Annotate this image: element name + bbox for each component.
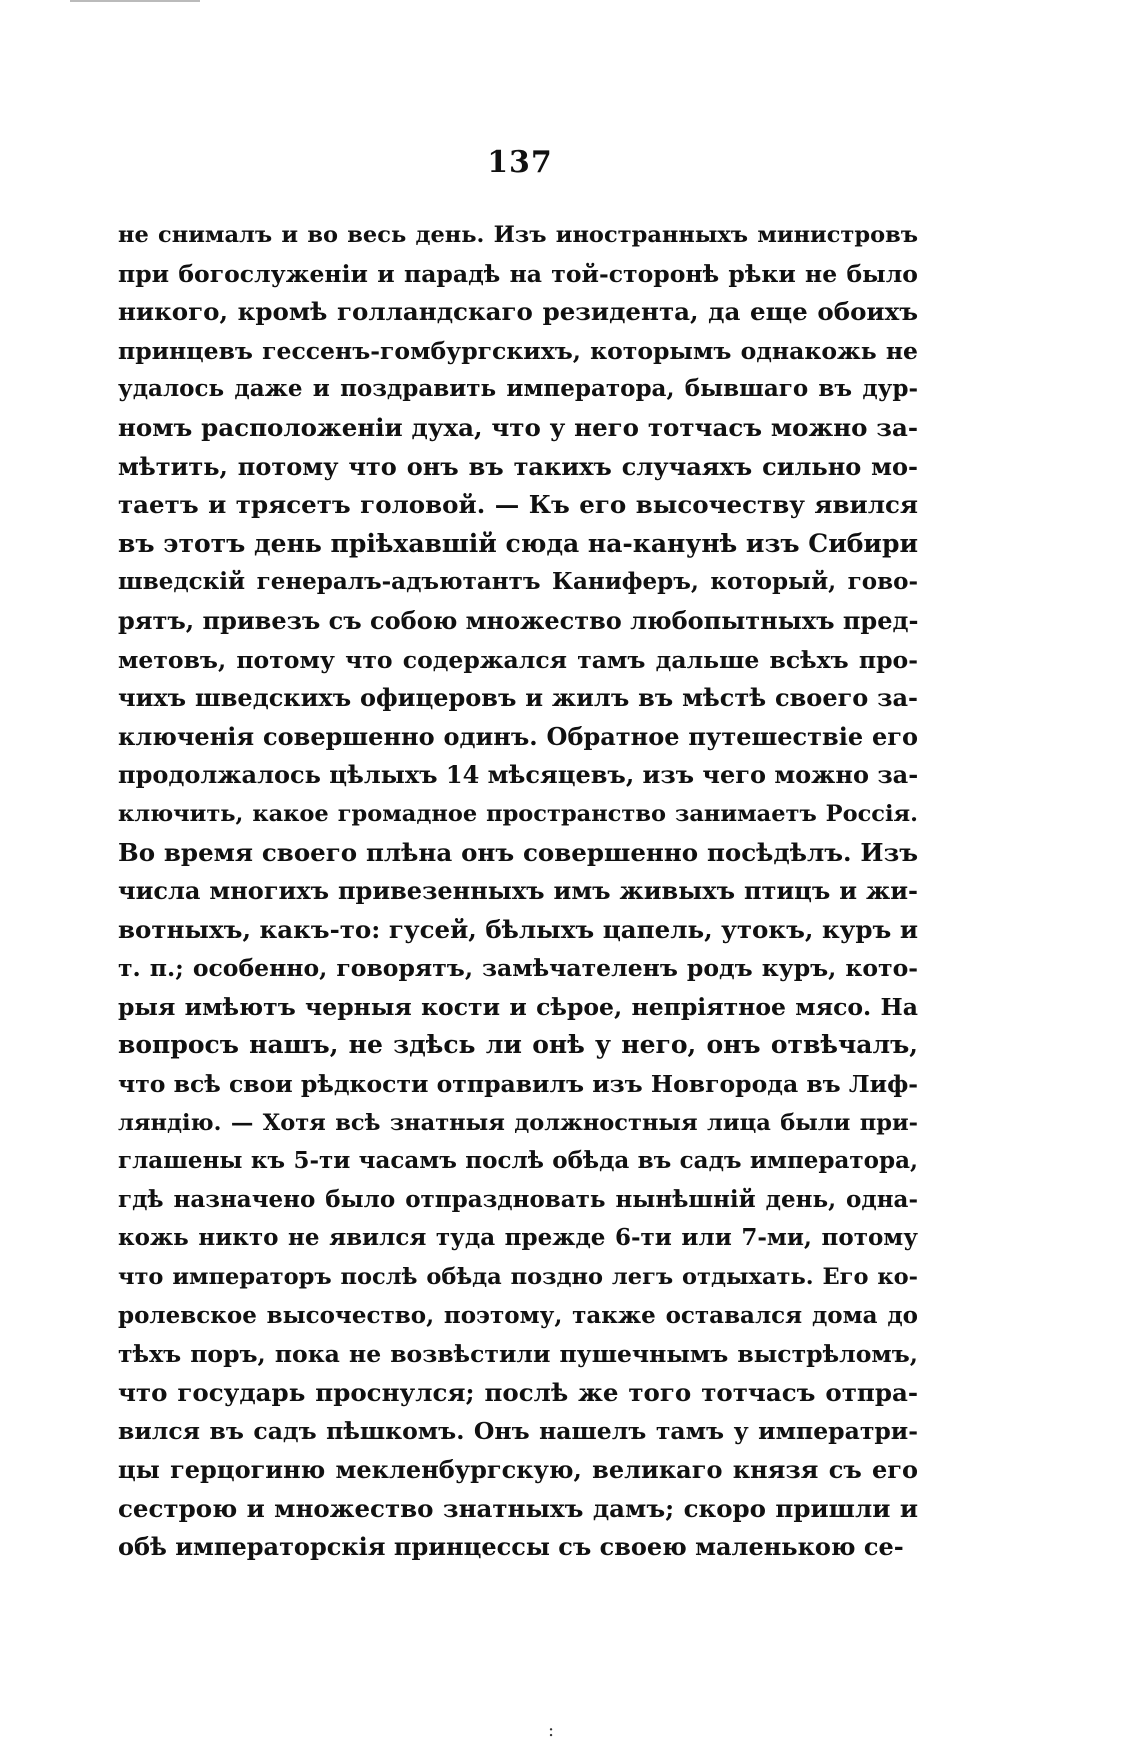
text-line: тѣхъ поръ, пока не возвѣстили пушечнымъ выстрѣломъ, [118, 1340, 918, 1369]
text-line: числа многихъ привезенныхъ имъ живыхъ птицъ и жи- [118, 876, 918, 906]
text-line: вился въ садъ пѣшкомъ. Онъ нашелъ тамъ у императри- [118, 1417, 918, 1446]
text-line: принцевъ гессенъ-гомбургскихъ, которымъ однакожь не [118, 336, 918, 365]
text-line: таетъ и трясетъ головой. — Къ его высочеству явился [118, 490, 918, 520]
text-line: Во время своего плѣна онъ совершенно посѣдѣлъ. Изъ [118, 837, 918, 867]
text-line: номъ расположеніи духа, что у него тотчасъ можно за- [118, 412, 918, 442]
text-line: въ этотъ день пріѣхавшій сюда на-канунѣ изъ Сибири [118, 528, 918, 558]
body-text [118, 216, 918, 1567]
text-line: что государь проснулся; послѣ же того тотчасъ отпра- [118, 1377, 918, 1407]
text-line: при богослуженіи и парадѣ на той-сторонѣ рѣки не было [118, 259, 918, 288]
top-edge-mark [70, 0, 200, 2]
text-line: мѣтить, потому что онъ въ такихъ случаяхъ сильно мо- [118, 451, 918, 481]
text-line: шведскій генералъ-адъютантъ Каниферъ, который, гово- [118, 568, 918, 596]
page-number: 137 [487, 145, 553, 180]
text-line: гдѣ назначено было отпраздновать нынѣшній день, одна- [118, 1185, 918, 1213]
text-line: вопросъ нашъ, не здѣсь ли онѣ у него, онъ отвѣчалъ, [118, 1030, 918, 1060]
text-line: рятъ, привезъ съ собою множество любопытныхъ пред- [118, 605, 918, 635]
text-line: сестрою и множество знатныхъ дамъ; скоро пришли и [118, 1493, 918, 1523]
text-line: глашены къ 5-ти часамъ послѣ обѣда въ садъ императора, [118, 1147, 918, 1175]
text-line: что всѣ свои рѣдкости отправилъ изъ Новгорода въ Лиф- [118, 1070, 918, 1099]
text-line: продолжалось цѣлыхъ 14 мѣсяцевъ, изъ чего можно за- [118, 760, 918, 790]
text-line: что императоръ послѣ обѣда поздно легъ отдыхать. Его ко- [118, 1264, 918, 1291]
text-line: рыя имѣютъ черныя кости и сѣрое, непріятное мясо. На [118, 992, 918, 1021]
footer-mark: : [548, 1720, 555, 1741]
text-line: цы герцогиню мекленбургскую, великаго князя съ его [118, 1455, 918, 1484]
text-line: ляндію. — Хотя всѣ знатныя должностныя лица были при- [118, 1109, 918, 1136]
text-line: метовъ, потому что содержался тамъ дальше всѣхъ про- [118, 645, 918, 674]
text-line: никого, кромѣ голландскаго резидента, да еще обоихъ [118, 297, 918, 327]
text-line: ролевское высочество, поэтому, также оставался дома до [118, 1301, 918, 1329]
text-line: не снималъ и во весь день. Изъ иностранныхъ министровъ [118, 222, 918, 248]
text-line: удалось даже и поздравить императора, бывшаго въ дур- [118, 375, 918, 403]
text-line: кожь никто не явился туда прежде 6-ти или 7-ми, потому [118, 1224, 918, 1252]
text-line: ключить, какое громадное пространство занимаетъ Россія. [118, 800, 918, 827]
text-line: обѣ императорскія принцессы съ своею маленькою се- [118, 1532, 904, 1562]
text-line: вотныхъ, какъ-то: гусей, бѣлыхъ цапель, утокъ, куръ и [118, 914, 918, 944]
text-line: т. п.; особенно, говорятъ, замѣчателенъ родъ куръ, кото- [118, 954, 918, 983]
text-line: ключенія совершенно одинъ. Обратное путешествіе его [118, 721, 918, 751]
text-line: чихъ шведскихъ офицеровъ и жилъ въ мѣстѣ своего за- [118, 683, 918, 713]
